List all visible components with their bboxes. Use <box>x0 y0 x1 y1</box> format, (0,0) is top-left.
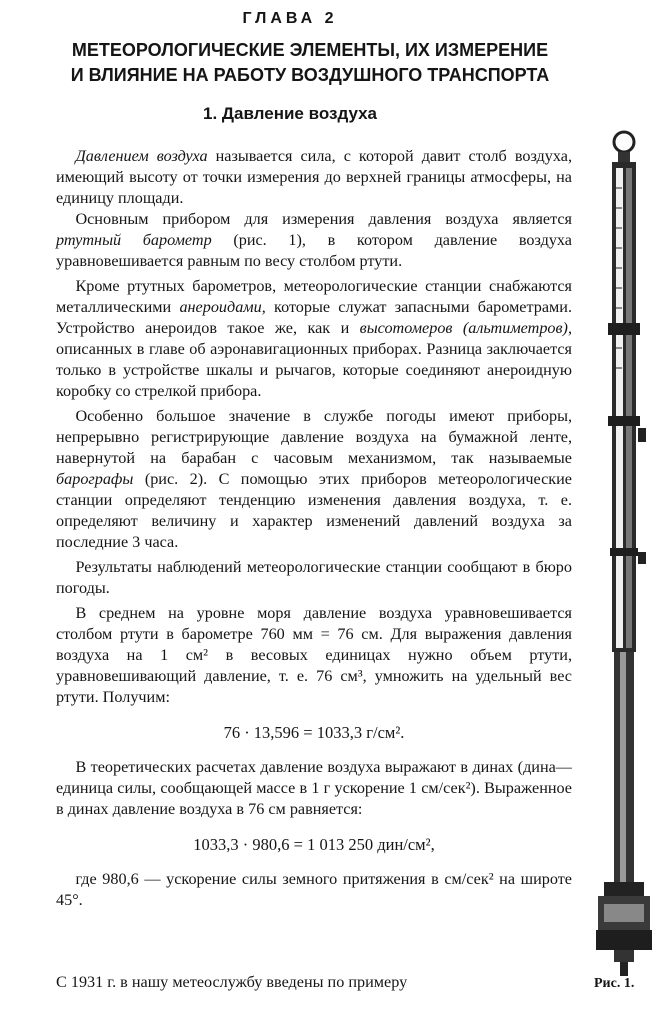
figure-caption: Рис. 1. <box>594 976 635 991</box>
term-aneroids: анероидами <box>179 298 262 316</box>
term-altimeters: высотомеров (альтиметров) <box>359 319 568 337</box>
paragraph-7: В теоретических расчетах давление воздуха выражают в динах (дина—единица силы, сообщающей массе в 1 г ускорение 1 см/сек²). Выраженное в динах давление воздуха в 76 см равняется: <box>56 758 572 818</box>
paragraph-8: где 980,6 — ускорение силы земного притяжения в см/сек² на широте 45°. <box>56 870 572 909</box>
chapter-title-line-2: И ВЛИЯНИЕ НА РАБОТУ ВОЗДУШНОГО ТРАНСПОРТА <box>70 65 550 85</box>
formula-2: 1033,3 · 980,6 = 1 013 250 дин/см², <box>193 835 435 854</box>
barometer-illustration <box>578 128 666 978</box>
paragraph-6: В среднем на уровне моря давление воздуха уравновешивается столбом ртути в барометре 760 мм = 76 см. Для выражения давления воздуха на 1 см² в весовых единицах нужно объем ртути, уравновешивающий давление, т. е. 76 см³, умножить на удельный вес ртути. Получим: <box>56 604 572 706</box>
chapter-heading: ГЛАВА 2 <box>242 10 338 27</box>
chapter-title-line-1: МЕТЕОРОЛОГИЧЕСКИЕ ЭЛЕМЕНТЫ, ИХ ИЗМЕРЕНИЕ <box>71 40 549 60</box>
term-pressure: Давлением воздуха <box>75 147 208 165</box>
paragraph-9: С 1931 г. в нашу метеослужбу введены по примеру <box>56 973 408 991</box>
term-mercury-barometer: ртутный барометр <box>56 231 212 249</box>
paragraph-4: Особенно большое значение в службе погоды имеют приборы, непрерывно регистрирующие давление воздуха на бумажной ленте, навернутой на барабан с часовым механизмом, так называемые барографы (рис. 2). С помощью этих приборов метеорологические станции определяют тенденцию изменения давления воздуха, т. е. определяют величину и характер изменений давлений воздуха за последние 3 часа. <box>56 407 572 551</box>
body-text <box>56 146 572 911</box>
formula-1: 76 · 13,596 = 1033,3 г/см². <box>223 723 405 742</box>
section-heading: 1. Давление воздуха <box>202 104 378 123</box>
term-barographs: барографы <box>56 470 134 488</box>
paragraph-3: Кроме ртутных барометров, метеорологические станции снабжаются металлическими анероидами, которые служат запасными барометрами. Устройство анероидов такое же, как и высотомеров (альтиметров), описанных в главе об аэронавигационных приборах. Разница заключается только в устройстве шкалы и рычагов, которые соединяют анероидную коробку со стрелкой прибора. <box>56 277 572 400</box>
paragraph-1: Давлением воздуха называется сила, с которой давит столб воздуха, имеющий высоту от точки измерения до верхней границы атмосферы, на единицу площади. <box>56 147 572 207</box>
paragraph-5: Результаты наблюдений метеорологические станции сообщают в бюро погоды. <box>56 558 572 597</box>
chapter-title <box>40 38 580 88</box>
paragraph-2: Основным прибором для измерения давления воздуха является ртутный барометр (рис. 1), в котором давление воздуха уравновешивается равным по весу столбом ртути. <box>56 210 572 270</box>
